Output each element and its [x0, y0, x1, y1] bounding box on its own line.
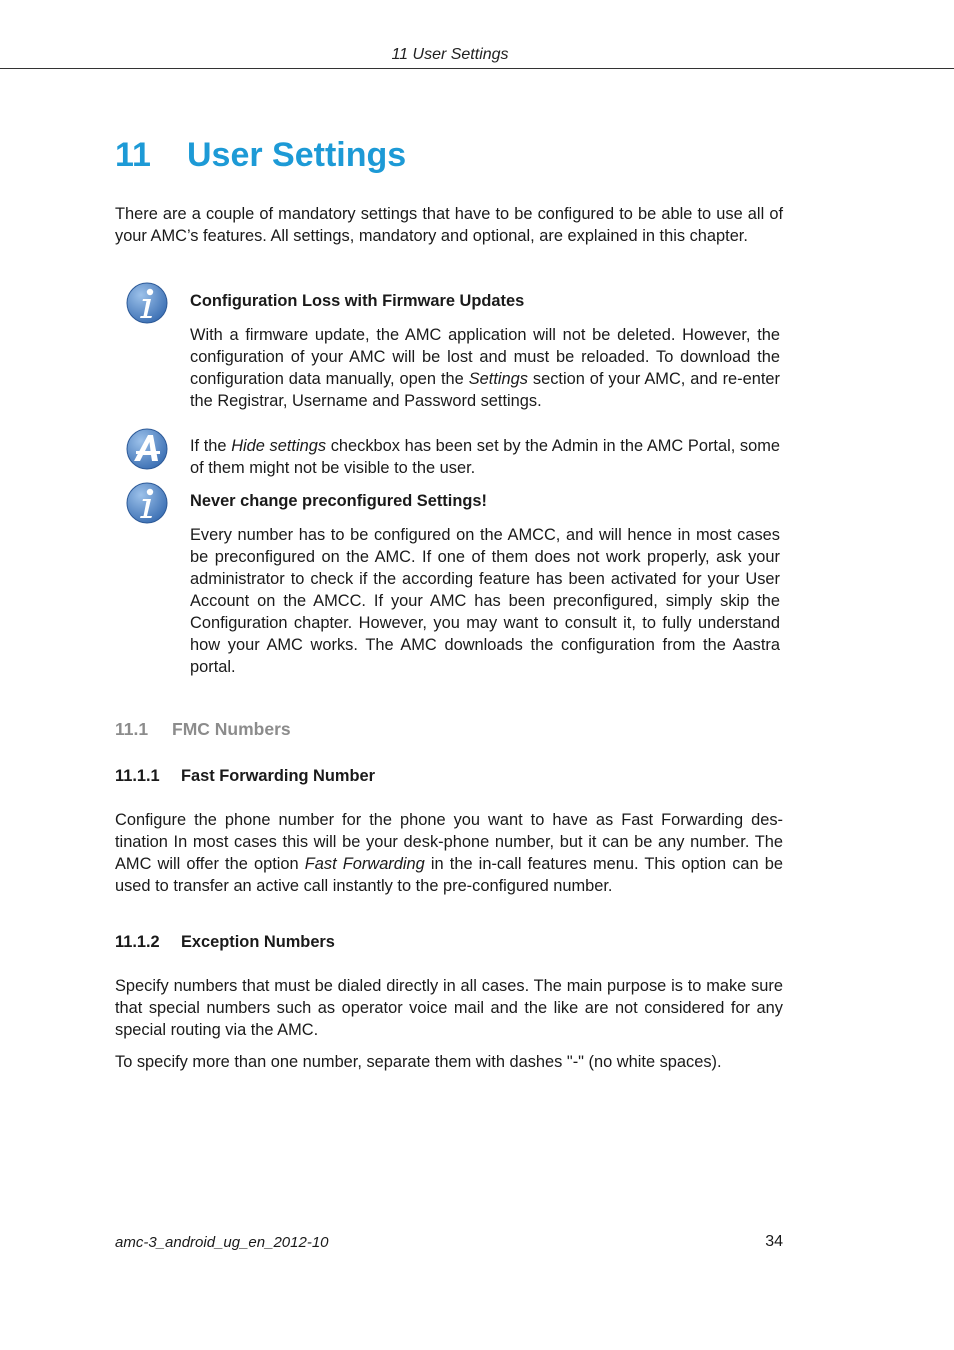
subsection-title: Fast Forwarding Number: [181, 767, 375, 785]
subsection-paragraph: To specify more than one number, separate them with dashes "-" (no white spaces).: [115, 1053, 722, 1071]
subsection-paragraph: [115, 809, 783, 897]
running-header: 11 User Settings: [391, 46, 509, 63]
paragraph-emphasis: Fast Forwarding: [304, 855, 425, 873]
subsection-title: Exception Numbers: [181, 933, 335, 951]
header-rule: [0, 68, 954, 69]
admin-note-paragraph: [190, 435, 780, 479]
subsection-number: 11.1.2: [115, 933, 160, 951]
subsection-number: 11.1.1: [115, 767, 160, 785]
footer-doc-id: amc-3_android_ug_en_2012-10: [115, 1234, 329, 1251]
section-title: FMC Numbers: [172, 719, 291, 739]
section-heading: [115, 719, 291, 740]
page-number: 34: [765, 1233, 783, 1250]
section-number: 11.1: [115, 719, 149, 739]
chapter-title-text: User Settings: [187, 136, 407, 174]
note-paragraph: Every number has to be configured on the AMCC, and will hence in most cases be preconfigured on the AMC. If one of them does not work properly, ask your administrator to check if the according feature has been activated for your User Account on the AMCC. If your AMC has been preconfigured, simply skip the Configuration chapter. However, you may want to consult it, to fully understand how your AMC works. The AMC downloads the configuration from the Aastra portal.: [190, 526, 780, 676]
chapter-number: 11: [115, 136, 151, 174]
paragraph-text: Configure the phone number for the phone you want to have as Fast Forwarding des-tination In most cases this will be your desk-phone number, but it can be any number. The AMC will offer the option: [115, 811, 783, 873]
note-title: Configuration Loss with Firmware Updates: [190, 292, 525, 310]
note-emphasis: Settings: [468, 370, 528, 388]
note-text: checkbox has been set by the Admin in the AMC Portal, some of them might not be visible to the user.: [190, 437, 780, 477]
info-icon: [126, 481, 168, 525]
subsection-heading: [115, 767, 375, 786]
admin-icon: [126, 427, 168, 471]
info-icon: [126, 281, 168, 325]
paragraph-text: in the in-call features menu. This option can be used to transfer an active call instantly to the pre-configured number.: [115, 855, 784, 895]
subsection-paragraph: Specify numbers that must be dialed directly in all cases. The main purpose is to make sure that special numbers such as operator voice mail and the like are not considered for any special routing via the AMC.: [115, 977, 783, 1039]
intro-paragraph: There are a couple of mandatory settings that have to be configured to be able to use all of your AMC’s features. All settings, mandatory and optional, are explained in this chapter.: [115, 205, 783, 245]
note-title: Never change preconfigured Settings!: [190, 492, 487, 510]
note-text: With a firmware update, the AMC application will not be deleted. However, the configuration of your AMC will be lost and must be reloaded. To download the configuration data manually, open the: [190, 326, 780, 388]
subsection-heading: [115, 933, 335, 952]
note-text: If the: [190, 437, 232, 455]
note-emphasis: Hide settings: [231, 437, 327, 455]
note-paragraph: [190, 324, 780, 412]
note-text: section of your AMC, and re-enter the Registrar, Username and Password settings.: [190, 370, 780, 410]
chapter-title: [115, 132, 406, 178]
